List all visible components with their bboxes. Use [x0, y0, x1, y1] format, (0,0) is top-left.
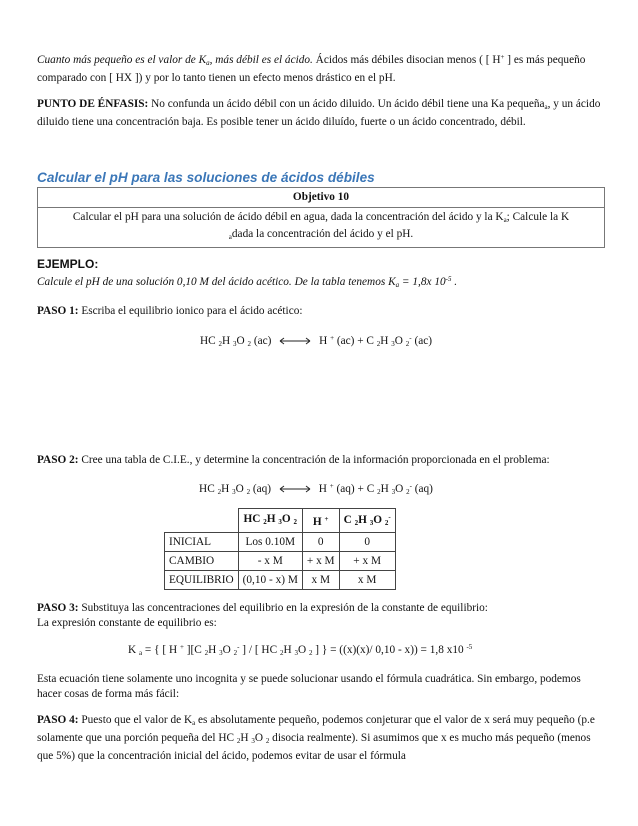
step4-label: PASO 4: — [37, 714, 79, 726]
eq2-sub-2a: 2 — [217, 488, 222, 496]
eq1-left-state: (ac) — [251, 335, 272, 347]
eq2-h2: H — [380, 483, 389, 495]
emphasis-sub: a — [544, 103, 548, 111]
ice-cell: + x M — [302, 552, 339, 571]
step4-h: H — [240, 732, 249, 744]
ice-cell: x M — [302, 571, 339, 590]
intro-italic-b: , más débil es el ácido. — [209, 54, 313, 66]
ice-hdr-sub-2c: 2 — [354, 519, 359, 527]
step4-sub: a — [192, 719, 196, 727]
eq1-minus-sup: - — [409, 334, 412, 342]
objective-sub-b: a — [228, 233, 232, 241]
ice-hdr-minus: - — [388, 513, 391, 521]
eq2-sub-3b: 3 — [391, 488, 396, 496]
intro-paragraph — [37, 50, 605, 86]
step3-text: Substituya las concentraciones del equilibrio en la expresión de la constante de equilibrio: — [78, 602, 488, 614]
example-text-b: = 1,8x 10 — [399, 276, 446, 288]
ice-hdr-sub-3b: 3 — [369, 519, 374, 527]
eq1-sub-2a: 2 — [218, 340, 223, 348]
eq1-sub-2d: 2 — [405, 340, 410, 348]
expr-h: H — [208, 644, 217, 656]
step4-paragraph — [37, 713, 605, 764]
step2-text: Cree una tabla de C.I.E., y determine la concentración de la información proporcionada en el problema: — [78, 454, 550, 466]
eq1-right-b-state: (ac) — [411, 335, 433, 347]
ice-header-blank — [165, 509, 239, 533]
example-text-a: Calcule el pH de una solución 0,10 M del ácido acético. De la tabla tenemos K — [37, 276, 396, 288]
ice-hdr-hc: HC — [243, 512, 261, 525]
ice-table — [164, 508, 396, 590]
eq2-right-a-state: (aq) + C — [333, 483, 375, 495]
ice-hdr-c: C — [343, 514, 352, 526]
eq1-o2: O — [394, 335, 403, 347]
example-text-c: . — [451, 276, 458, 288]
ice-hdr-plus: + — [324, 514, 329, 523]
step4-text-b: es absolutamente pequeño, podemos conjeturar que el valor de x será muy pequeño (p.e solamente que una porción pequeña del HC — [37, 714, 595, 744]
eq1-sub-2b: 2 — [247, 340, 252, 348]
emphasis-text-b: , y un ácido diluido tiene una concentración baja. Es posible tener un ácido diluído, fuerte o un ácido concentrado, débil. — [37, 98, 601, 128]
note-paragraph: Esta ecuación tiene solamente uno incognita y se puede solucionar usando el fórmula cuadrática. Sin embargo, podemos hacer cosas de forma más fácil: — [37, 673, 581, 700]
step1-equation — [37, 331, 605, 352]
expr-h2: H — [283, 644, 292, 656]
expr-minus: - — [237, 643, 240, 651]
eq1-sub-2c: 2 — [376, 340, 381, 348]
expr-sub-3a: 3 — [219, 649, 223, 657]
eq1-h: H — [222, 335, 231, 347]
step2-equation — [37, 479, 605, 500]
step4-sub-3a: 3 — [251, 737, 255, 745]
ice-hdr-o2: O — [373, 514, 383, 526]
expr-part-4: ] } = ((x)(x)/ 0,10 - x)) = 1,8 x10 — [312, 644, 464, 656]
ice-header-acetate — [339, 509, 395, 533]
eq2-right-b-state: (aq) — [411, 483, 433, 495]
step4-text-c: disocia realmente). Si asumimos que x es mucho más pequeño (menos que 5%) que la concentración inicial del ácido, podemos evitar de usar el fórmula — [37, 732, 591, 762]
example-label: EJEMPLO: — [37, 257, 99, 271]
objective-title: Objetivo 10 — [38, 188, 604, 208]
objective-text-c: dada la concentración del ácido y el pH. — [231, 228, 414, 240]
table-row — [165, 571, 396, 590]
eq1-h2: H — [380, 335, 389, 347]
ice-cell: 0 — [339, 533, 395, 552]
eq1-sub-3b: 3 — [391, 340, 395, 348]
eq1-sub-3a: 3 — [233, 340, 237, 348]
expr-part-3: ] / [ HC — [239, 644, 278, 656]
step3-paragraph — [37, 601, 605, 616]
eq1-h-ion: H — [319, 335, 328, 347]
equilibrium-expression — [37, 640, 605, 661]
step4-sub-2a: 2 — [236, 737, 241, 745]
objective-sub-a: a — [503, 216, 507, 224]
intro-rest-b: ] es más pequeño comparado con [ HX ]) y por lo tanto tienen un efecto menos drástico en el pH. — [37, 54, 586, 84]
example-text — [37, 272, 605, 293]
ice-row-label: EQUILIBRIO — [165, 571, 239, 590]
intro-sup: + — [500, 53, 505, 61]
expr-exp: -5 — [466, 643, 473, 651]
step4-o: O — [254, 732, 264, 744]
eq2-h: H — [221, 483, 230, 495]
eq2-o: O — [235, 483, 244, 495]
expr-k: K — [128, 644, 137, 656]
expr-part-1: = { [ H — [142, 644, 178, 656]
eq1-o: O — [236, 335, 245, 347]
step1-label: PASO 1: — [37, 305, 79, 317]
eq2-sub-2c: 2 — [377, 488, 381, 496]
step2-paragraph — [37, 453, 605, 468]
expr-sub-3b: 3 — [294, 649, 298, 657]
table-row — [165, 533, 396, 552]
ice-header-acid — [238, 509, 302, 533]
step1-paragraph — [37, 304, 605, 319]
expr-part-2: ][C — [183, 644, 202, 656]
ice-cell: x M — [339, 571, 395, 590]
eq2-o2: O — [395, 483, 404, 495]
ice-hdr-h2: H — [358, 514, 367, 526]
eq2-h-ion: H — [318, 483, 327, 495]
equilibrium-arrow-icon — [278, 484, 312, 494]
objective-body — [38, 208, 604, 247]
ice-cell: (0,10 - x) M — [238, 571, 302, 590]
eq1-hc: HC — [199, 335, 216, 347]
ice-hdr-sub-2a: 2 — [263, 517, 267, 526]
ice-hdr-o: O — [281, 512, 291, 525]
ice-row-label: INICIAL — [165, 533, 239, 552]
ice-cell: + x M — [339, 552, 395, 571]
ice-hdr-h-ion: H — [312, 515, 322, 528]
expr-o2: O — [297, 644, 307, 656]
eq2-left-state: (aq) — [250, 483, 272, 495]
ice-hdr-sub-2b: 2 — [293, 517, 298, 526]
expr-sub-2d: 2 — [308, 649, 313, 657]
eq2-sub-3a: 3 — [232, 488, 236, 496]
step2-label: PASO 2: — [37, 454, 79, 466]
eq1-right-a-state: (ac) + C — [334, 335, 374, 347]
emphasis-paragraph — [37, 97, 605, 130]
ice-row-label: CAMBIO — [165, 552, 239, 571]
section-heading: Calcular el pH para las soluciones de ácidos débiles — [37, 170, 375, 185]
example-sup: -5 — [445, 275, 452, 283]
eq2-hc: HC — [199, 483, 215, 495]
example-sub: a — [395, 281, 400, 289]
expr-sub-2a: 2 — [204, 649, 209, 657]
equilibrium-arrow-icon — [278, 336, 312, 346]
table-row — [165, 552, 396, 571]
step1-text: Escriba el equilibrio ionico para el ácido acético: — [78, 305, 303, 317]
objective-box — [37, 187, 605, 248]
eq2-minus-sup: - — [409, 482, 412, 490]
ice-cell: 0 — [302, 533, 339, 552]
intro-italic-a: Cuanto más pequeño es el valor de K — [37, 54, 207, 66]
expr-k-sub: a — [139, 649, 143, 657]
document-page — [37, 50, 605, 764]
eq2-sub-2d: 2 — [406, 488, 410, 496]
step3-label: PASO 3: — [37, 602, 79, 614]
expr-plus: + — [179, 643, 184, 651]
intro-italic-sub: a — [206, 59, 210, 67]
emphasis-text-a: No confunda un ácido débil con un ácido diluido. Un ácido débil tiene una Ka pequeña — [148, 98, 545, 110]
intro-rest-a: Ácidos más débiles disocian menos ( [ H — [312, 54, 501, 66]
ice-cell: - x M — [238, 552, 302, 571]
ice-header-row — [165, 509, 396, 533]
step3-line2: La expresión constante de equilibrio es: — [37, 617, 217, 629]
ice-cell: Los 0.10M — [238, 533, 302, 552]
ice-header-h-ion — [302, 509, 339, 533]
eq2-sub-2b: 2 — [246, 488, 251, 496]
objective-text-b: ; Calcule la K — [506, 211, 570, 223]
step4-sub-2b: 2 — [265, 737, 270, 745]
emphasis-label: PUNTO DE ÉNFASIS: — [37, 98, 149, 110]
expr-sub-2c: 2 — [279, 649, 284, 657]
eq1-plus-sup: + — [330, 334, 335, 342]
ice-hdr-h: H — [266, 512, 276, 525]
ice-hdr-sub-3a: 3 — [278, 517, 282, 526]
objective-text-a: Calcular el pH para una solución de ácido débil en agua, dada la concentración del ácido y la K — [72, 211, 504, 223]
ice-hdr-sub-2d: 2 — [384, 519, 389, 527]
eq2-plus-sup: + — [329, 482, 334, 490]
expr-sub-2b: 2 — [233, 649, 238, 657]
step4-text-a: Puesto que el valor de K — [78, 714, 193, 726]
expr-o: O — [222, 644, 231, 656]
